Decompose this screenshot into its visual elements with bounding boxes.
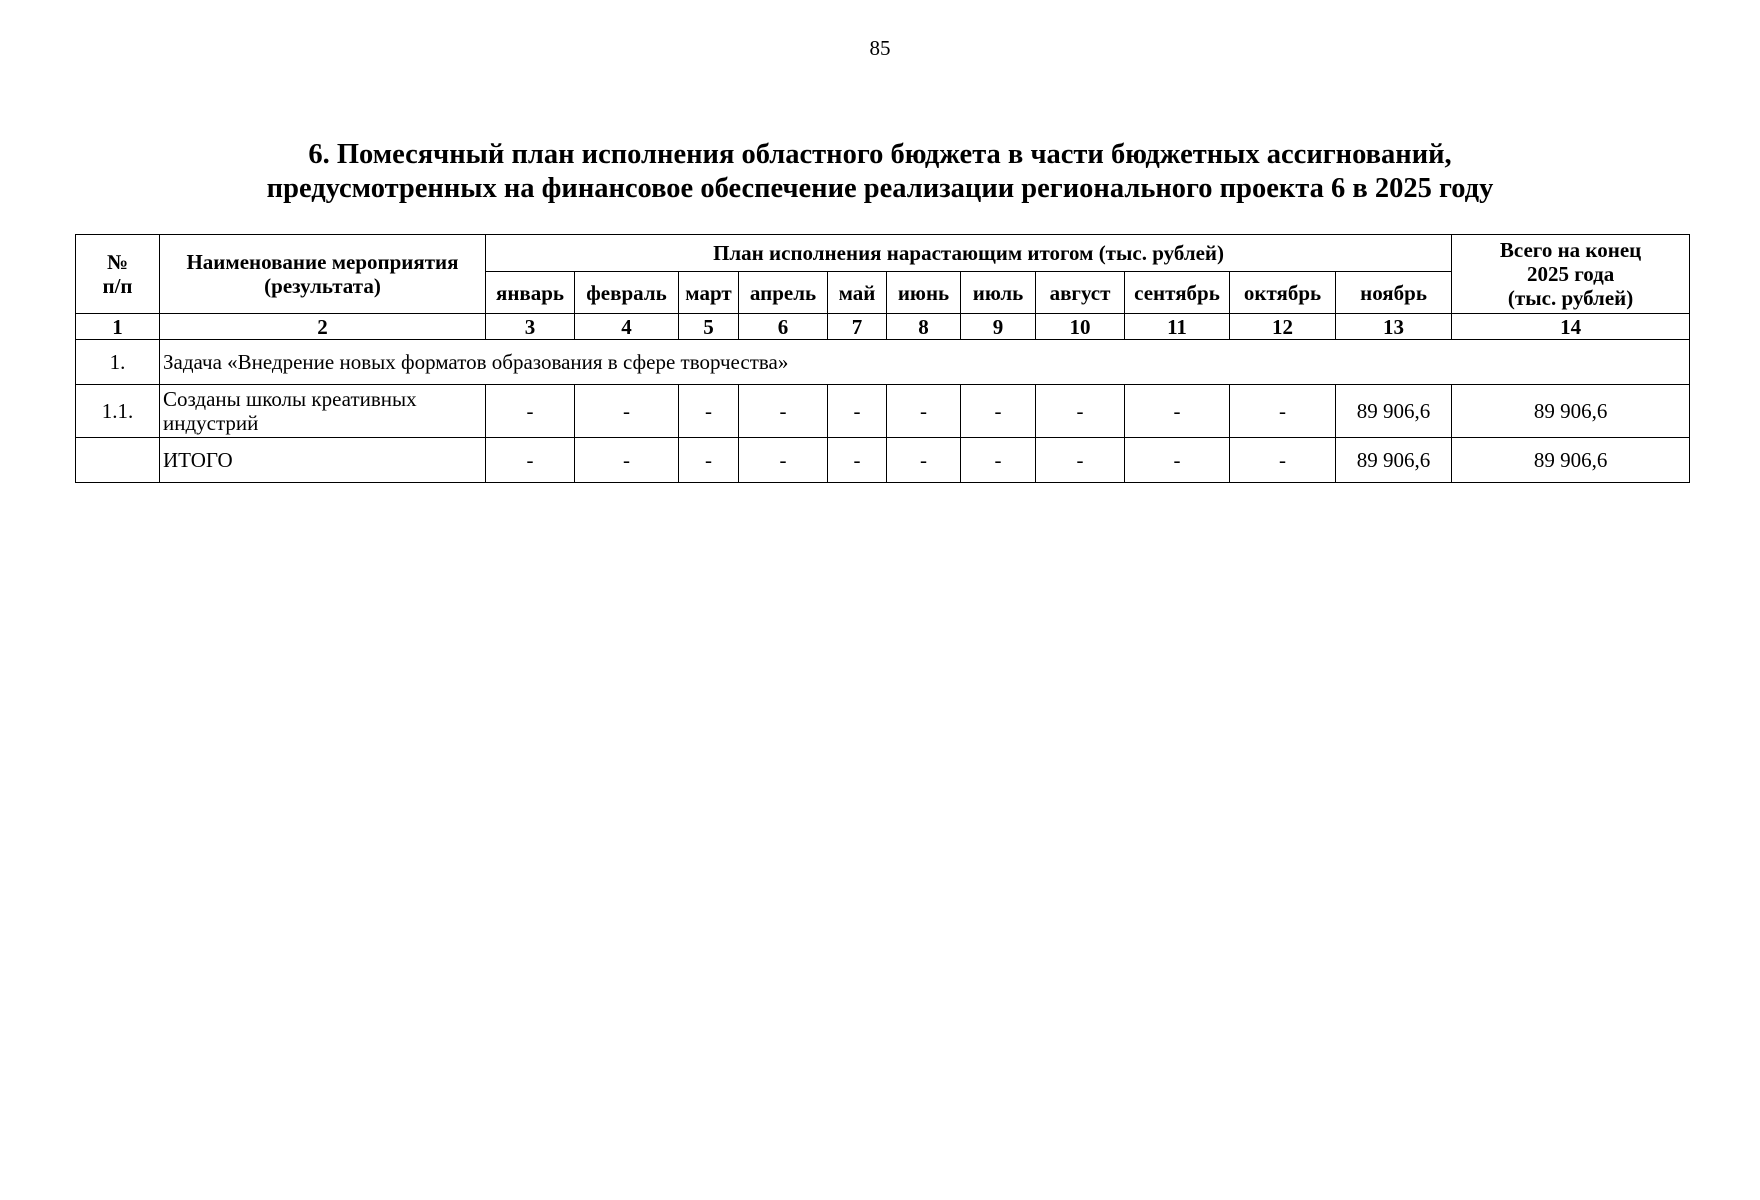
header-name-line-2: (результата) [264,274,381,298]
column-number-row [76,314,1690,340]
column-number: 6 [739,314,828,340]
column-number: 7 [828,314,887,340]
item-name: Созданы школы креативных индустрий [160,385,486,438]
column-number: 8 [887,314,961,340]
total-value-january: - [486,438,575,483]
total-value-june: - [887,438,961,483]
header-total-line-2: 2025 года [1526,262,1615,286]
column-number: 12 [1230,314,1336,340]
document-title [0,138,1760,206]
total-value-october: - [1230,438,1336,483]
total-value-may: - [828,438,887,483]
document-title-line-1: 6. Помесячный план исполнения областного бюджета в части бюджетных ассигнований, [308,139,1452,170]
column-number: 3 [486,314,575,340]
total-value-november: 89 906,6 [1336,438,1452,483]
item-value-june: - [887,385,961,438]
total-value-february: - [575,438,679,483]
item-value-october: - [1230,385,1336,438]
header-month-october: октябрь [1230,272,1336,314]
header-month-august: август [1036,272,1125,314]
header-month-july: июль [961,272,1036,314]
item-value-july: - [961,385,1036,438]
item-value-april: - [739,385,828,438]
total-name: ИТОГО [160,438,486,483]
item-value-january: - [486,385,575,438]
total-value-july: - [961,438,1036,483]
header-plan-group: План исполнения нарастающим итогом (тыс. рублей) [486,235,1452,272]
total-grand: 89 906,6 [1452,438,1690,483]
header-number [76,235,160,314]
task-number: 1. [76,340,160,385]
header-month-april: апрель [739,272,828,314]
task-row [76,340,1690,385]
document-title-line-2: предусмотренных на финансовое обеспечение реализации регионального проекта 6 в 2025 году [266,173,1494,204]
header-number-line-2: п/п [102,274,133,298]
item-total: 89 906,6 [1452,385,1690,438]
item-value-september: - [1125,385,1230,438]
header-month-february: февраль [575,272,679,314]
header-number-line-1: № [106,250,129,274]
header-total-line-1: Всего на конец [1499,238,1642,262]
header-name [160,235,486,314]
total-row [76,438,1690,483]
item-value-february: - [575,385,679,438]
header-total-line-3: (тыс. рублей) [1507,286,1634,310]
item-value-august: - [1036,385,1125,438]
column-number: 13 [1336,314,1452,340]
item-value-may: - [828,385,887,438]
page-number: 85 [869,36,891,60]
task-text: Задача «Внедрение новых форматов образования в сфере творчества» [160,340,1690,385]
header-month-june: июнь [887,272,961,314]
column-number: 14 [1452,314,1690,340]
header-name-line-1: Наименование мероприятия [186,250,459,274]
header-row-1 [76,235,1690,272]
column-number: 5 [679,314,739,340]
column-number: 9 [961,314,1036,340]
item-value-march: - [679,385,739,438]
header-month-march: март [679,272,739,314]
item-value-november: 89 906,6 [1336,385,1452,438]
header-month-may: май [828,272,887,314]
header-month-september: сентябрь [1125,272,1230,314]
total-value-march: - [679,438,739,483]
header-month-january: январь [486,272,575,314]
column-number: 10 [1036,314,1125,340]
item-number: 1.1. [76,385,160,438]
column-number: 2 [160,314,486,340]
total-value-august: - [1036,438,1125,483]
column-number: 1 [76,314,160,340]
column-number: 4 [575,314,679,340]
total-value-september: - [1125,438,1230,483]
header-month-november: ноябрь [1336,272,1452,314]
column-number: 11 [1125,314,1230,340]
total-value-april: - [739,438,828,483]
header-total [1452,235,1690,314]
budget-plan-table [75,234,1690,483]
table-row [76,385,1690,438]
total-number [76,438,160,483]
